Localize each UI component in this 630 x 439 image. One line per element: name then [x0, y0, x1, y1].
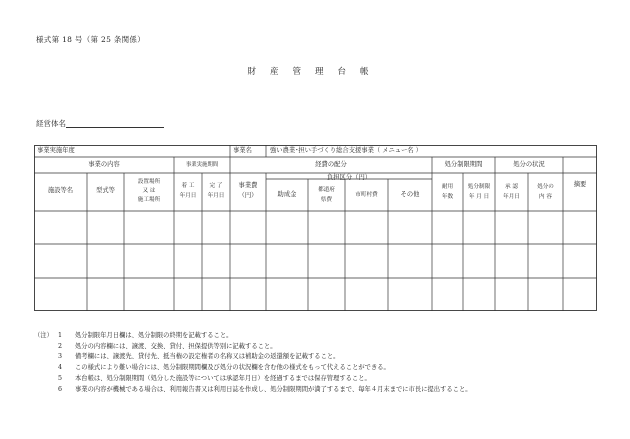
- project-name-label: 事業名: [233, 147, 252, 154]
- note-text: 備考欄には、譲渡先、貸付先、抵当権の設定権者の名称又は補助金の返還額を記載すること。: [75, 353, 340, 361]
- note-text: 事業の内容が機械である場合は、利用報告書又は利用日誌を作成し、処分制限期間が満了するまで、毎年４月末までに市長に提出すること。: [75, 385, 472, 393]
- form-number: 様式第 18 号（第 25 条関係）: [36, 35, 146, 44]
- cost-alloc-header: 経費の配分: [315, 161, 347, 168]
- end-date-header-1: 完 了: [209, 183, 223, 189]
- table-grid: [34, 145, 597, 311]
- limit-date-header-2: 年 月 日: [468, 194, 490, 200]
- asset-ledger-table: [34, 145, 597, 311]
- burden-header: 負担区分（円）: [326, 174, 372, 181]
- note-number: 3: [58, 353, 63, 361]
- remarks-header: 摘要: [573, 181, 587, 188]
- note-number: 5: [58, 374, 63, 382]
- owner-label: 経営体名: [36, 119, 66, 128]
- note-text: 本台帳は、処分制限期間（処分した施設等については承認年月日）を経過するまでは保存管理すること。: [75, 374, 371, 382]
- model-header: 型式等: [96, 187, 115, 194]
- disposal-limit-header: 処分制限期間: [444, 161, 483, 168]
- notes: [34, 331, 472, 395]
- prefecture-header-1: 都道府: [318, 187, 335, 193]
- project-cost-header-2: （円）: [238, 192, 258, 199]
- other-header: その他: [400, 191, 420, 198]
- note-number: 4: [58, 364, 63, 372]
- prefecture-header-2: 県費: [320, 197, 333, 203]
- durable-years-header-1: 耐用: [441, 184, 454, 190]
- location-header-2: 又 は: [142, 188, 156, 194]
- location-header-1: 設置場所: [137, 179, 161, 185]
- disposal-status-header: 処分の状況: [513, 161, 545, 168]
- note-item: [34, 342, 472, 353]
- end-date-header-2: 年月日: [207, 193, 225, 199]
- note-item: [34, 385, 472, 396]
- durable-years-header-2: 年数: [441, 194, 454, 200]
- municipal-header: 市町村費: [355, 192, 378, 198]
- content-header: 事業の内容: [88, 161, 120, 168]
- start-date-header-1: 着 工: [181, 183, 195, 189]
- subsidy-header: 助成金: [277, 191, 297, 198]
- note-text: 処分制限年月日欄は、処分制限の終期を記載すること。: [75, 332, 233, 339]
- facility-name-header: 施設等名: [47, 187, 74, 194]
- note-item: [34, 363, 472, 374]
- note-number: 6: [58, 385, 63, 393]
- note-item: [34, 352, 472, 363]
- approval-date-header-1: 承 認: [505, 184, 518, 190]
- page-title: 財産管理台帳: [247, 67, 383, 77]
- disposal-content-header-2: 内 容: [539, 194, 552, 200]
- note-item: [34, 331, 472, 342]
- project-name-value: 強い農業･担い手づくり総合支援事業（ メニュー名 ）: [270, 147, 422, 154]
- notes-prefix: （注）: [34, 332, 53, 339]
- disposal-content-header-1: 処分の: [537, 184, 554, 190]
- limit-date-header-1: 処分制限: [467, 184, 491, 190]
- approval-date-header-2: 年月日: [503, 194, 520, 200]
- note-text: この様式により難い場合には、処分制限期間欄及び処分の状況欄を含む他の様式をもって代えることができる。: [75, 364, 390, 372]
- note-item: [34, 374, 472, 385]
- period-header: 事業実施期間: [185, 162, 219, 168]
- fiscal-year-label: 事業実施年度: [37, 147, 75, 154]
- location-header-3: 施工場所: [137, 197, 161, 203]
- note-number: 2: [58, 342, 63, 350]
- start-date-header-2: 年月日: [179, 193, 197, 199]
- project-cost-header-1: 事業費: [238, 182, 258, 189]
- owner-name-field[interactable]: [66, 127, 164, 128]
- note-number: 1: [58, 332, 63, 339]
- note-text: 処分の内容欄には、譲渡、交換、貸付、担保提供等別に記載すること。: [75, 342, 277, 350]
